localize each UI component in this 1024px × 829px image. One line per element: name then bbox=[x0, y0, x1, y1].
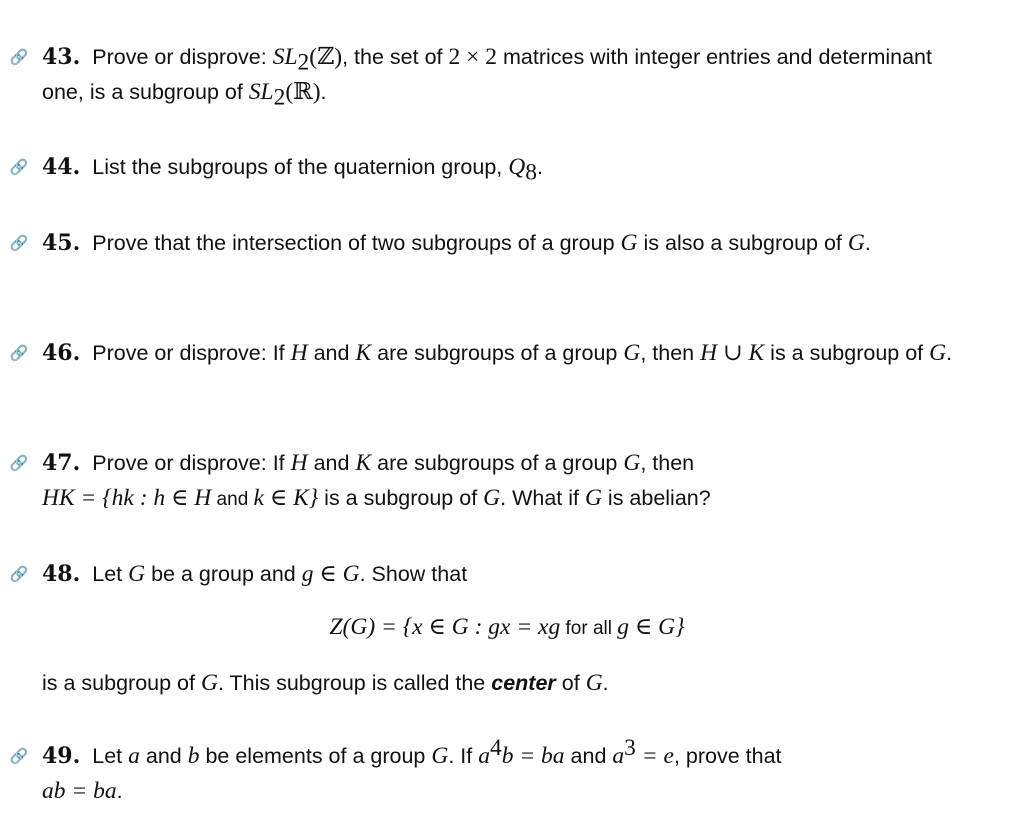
exercise-46 bbox=[9, 336, 972, 371]
math: (ℝ) bbox=[285, 79, 321, 105]
math: K bbox=[355, 450, 372, 476]
exercise-number: 43. bbox=[42, 44, 81, 70]
math: a bbox=[612, 743, 625, 769]
link-icon[interactable]: 🔗 bbox=[9, 159, 29, 176]
link-icon[interactable]: 🔗 bbox=[9, 345, 29, 362]
text: , then bbox=[640, 341, 701, 365]
math-sub: 2 bbox=[297, 49, 310, 76]
math-sub: 2 bbox=[273, 84, 286, 111]
math: (ℤ) bbox=[309, 44, 343, 70]
text: and bbox=[211, 489, 254, 510]
exercise-48 bbox=[9, 557, 972, 717]
math: G bbox=[200, 670, 218, 696]
exercise-47 bbox=[9, 446, 972, 517]
math: a bbox=[128, 743, 140, 769]
display-equation bbox=[42, 610, 972, 646]
exercise-number: 44. bbox=[42, 154, 81, 180]
math: H ∪ K bbox=[700, 340, 765, 366]
math: a bbox=[478, 743, 490, 769]
text: and bbox=[307, 451, 356, 475]
text: matrices with integer entries and determinant one, is a subgroup of bbox=[42, 45, 932, 104]
math: SL bbox=[248, 79, 274, 105]
text: for all bbox=[560, 618, 618, 639]
link-icon[interactable]: 🔗 bbox=[9, 566, 29, 583]
math: 2 × 2 bbox=[448, 44, 497, 70]
math: G bbox=[620, 230, 638, 256]
text: Let bbox=[92, 562, 129, 586]
math: G bbox=[623, 450, 641, 476]
link-icon[interactable]: 🔗 bbox=[9, 49, 29, 66]
text: are subgroups of a group bbox=[371, 451, 624, 475]
text: and bbox=[139, 744, 188, 768]
text: . bbox=[864, 231, 871, 255]
exercise-45 bbox=[9, 226, 972, 261]
math: G bbox=[929, 340, 947, 366]
text: be a group and bbox=[145, 562, 302, 586]
exercise-number: 45. bbox=[42, 230, 81, 256]
math: ab = ba bbox=[42, 778, 117, 804]
text: of bbox=[555, 671, 586, 695]
math: H bbox=[290, 450, 308, 476]
math: g ∈ G} bbox=[617, 614, 685, 640]
text: . If bbox=[448, 744, 479, 768]
link-icon[interactable]: 🔗 bbox=[9, 235, 29, 252]
math: Z(G) = {x ∈ G : gx = xg bbox=[329, 614, 561, 640]
text: . This subgroup is called the bbox=[217, 671, 492, 695]
math: G bbox=[585, 670, 603, 696]
math: G bbox=[483, 485, 501, 511]
link-icon[interactable]: 🔗 bbox=[9, 748, 29, 765]
text: and bbox=[307, 341, 356, 365]
text: and bbox=[564, 744, 613, 768]
math-sup: 4 bbox=[489, 734, 502, 761]
math: = e bbox=[635, 743, 674, 769]
exercise-number: 48. bbox=[42, 561, 81, 587]
math: G bbox=[623, 340, 641, 366]
text: , then bbox=[640, 451, 695, 475]
math-sup: 3 bbox=[624, 734, 636, 761]
text: Let bbox=[92, 744, 129, 768]
text: is a subgroup of bbox=[318, 486, 484, 510]
math: G bbox=[431, 743, 449, 769]
text: be elements of a group bbox=[199, 744, 432, 768]
text: List the subgroups of the quaternion group, bbox=[92, 155, 509, 179]
text: is a subgroup of bbox=[42, 671, 201, 695]
exercise-number: 49. bbox=[42, 743, 81, 769]
math: b bbox=[187, 743, 200, 769]
text: Prove or disprove: If bbox=[92, 341, 291, 365]
exercise-number: 47. bbox=[42, 450, 81, 476]
text: Prove that the intersection of two subgroups of a group bbox=[92, 231, 621, 255]
text: Prove or disprove: If bbox=[92, 451, 291, 475]
math: SL bbox=[272, 44, 298, 70]
text: . bbox=[320, 80, 327, 104]
text: . Show that bbox=[359, 562, 468, 586]
math: G bbox=[128, 561, 146, 587]
math: b = ba bbox=[501, 743, 565, 769]
math: g ∈ G bbox=[301, 561, 360, 587]
text: . bbox=[602, 671, 609, 695]
math: K bbox=[355, 340, 372, 366]
math-sub: 8 bbox=[525, 159, 537, 186]
text: , the set of bbox=[342, 45, 449, 69]
definition-term: center bbox=[491, 671, 556, 695]
text: . bbox=[116, 779, 123, 803]
text: are subgroups of a group bbox=[371, 341, 624, 365]
math: HK = {hk : h ∈ H bbox=[42, 485, 212, 511]
math: k ∈ K} bbox=[253, 485, 319, 511]
text: . What if bbox=[500, 486, 585, 510]
text: is also a subgroup of bbox=[637, 231, 848, 255]
math: Q bbox=[508, 154, 526, 180]
text: . bbox=[946, 341, 953, 365]
text: . bbox=[536, 155, 543, 179]
text: is abelian? bbox=[601, 486, 711, 510]
exercise-49 bbox=[9, 734, 972, 809]
math: G bbox=[847, 230, 865, 256]
exercise-44 bbox=[9, 150, 972, 186]
math: G bbox=[584, 485, 602, 511]
text: is a subgroup of bbox=[764, 341, 930, 365]
link-icon[interactable]: 🔗 bbox=[9, 455, 29, 472]
exercise-48-conclusion bbox=[42, 666, 609, 701]
exercise-number: 46. bbox=[42, 340, 81, 366]
math: H bbox=[290, 340, 308, 366]
text: , prove that bbox=[673, 744, 782, 768]
exercise-43 bbox=[9, 40, 972, 111]
text: Prove or disprove: bbox=[92, 45, 273, 69]
